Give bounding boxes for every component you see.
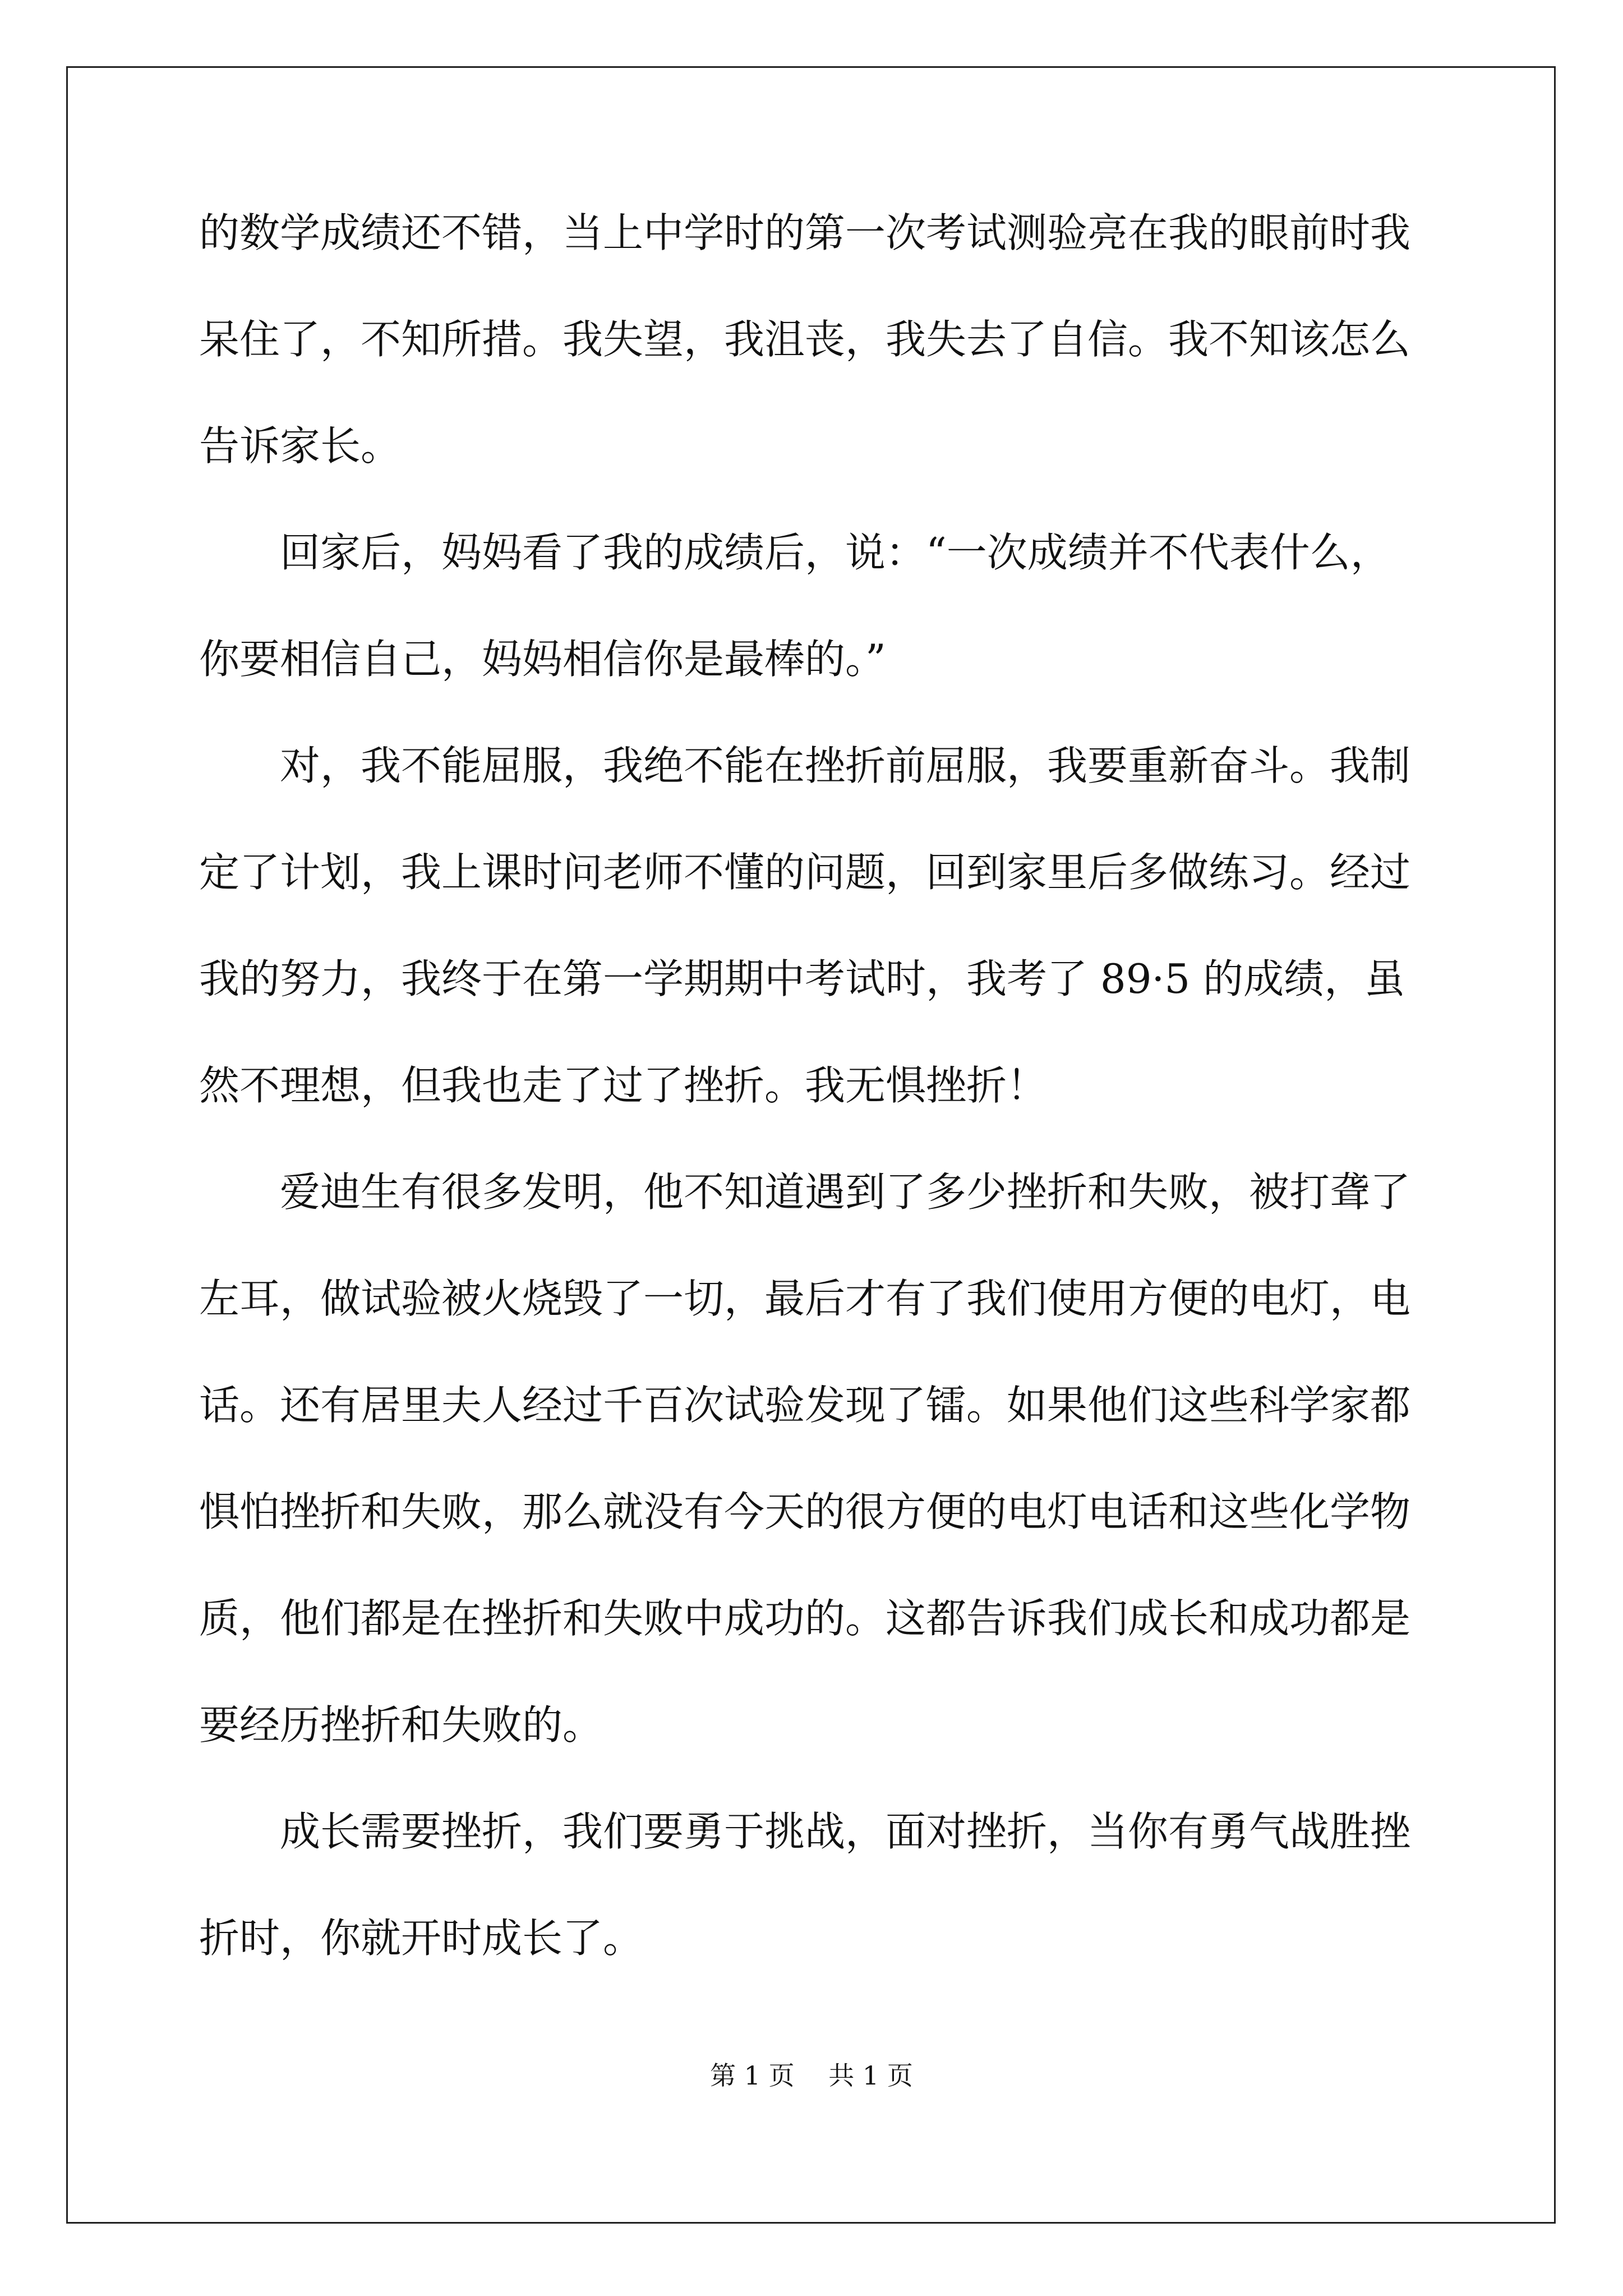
text-line: 成长需要挫折，我们要勇于挑战，面对挫折，当你有勇气战胜挫: [199, 1808, 1411, 1855]
text-line: 告诉家长。: [199, 422, 402, 470]
text-line: 惧怕挫折和失败，那么就没有今天的很方便的电灯电话和这些化学物: [199, 1488, 1411, 1535]
text-line: 质，他们都是在挫折和失败中成功的。这都告诉我们成长和成功都是: [199, 1595, 1411, 1642]
text-line: 你要相信自己，妈妈相信你是最棒的。”: [199, 636, 886, 683]
text-line: 的数学成绩还不错，当上中学时的第一次考试测验亮在我的眼前时我: [199, 209, 1411, 256]
text-line: 左耳，做试验被火烧毁了一切，最后才有了我们使用方便的电灯，电: [199, 1275, 1411, 1322]
text-line: 爱迪生有很多发明，他不知道遇到了多少挫折和失败，被打聋了: [199, 1168, 1411, 1216]
text-line: 我的努力，我终于在第一学期期中考试时，我考了 89·5 的成绩，虽: [199, 955, 1405, 1002]
page-number-footer: 第 1 页 共 1 页: [710, 2060, 913, 2091]
text-line: 要经历挫折和失败的。: [199, 1701, 603, 1749]
text-line: 对，我不能屈服，我绝不能在挫折前屈服，我要重新奋斗。我制: [199, 742, 1411, 789]
text-line: 呆住了，不知所措。我失望，我沮丧，我失去了自信。我不知该怎么: [199, 316, 1411, 363]
text-line: 话。还有居里夫人经过千百次试验发现了镭。如果他们这些科学家都: [199, 1382, 1411, 1429]
page-border: [66, 66, 1556, 2224]
text-line: 然不理想，但我也走了过了挫折。我无惧挫折！: [199, 1062, 1048, 1109]
text-line: 折时，你就开时成长了。: [199, 1915, 644, 1962]
text-line: 回家后，妈妈看了我的成绩后，说：“一次成绩并不代表什么，: [199, 529, 1391, 576]
text-line: 定了计划，我上课时问老师不懂的问题，回到家里后多做练习。经过: [199, 849, 1411, 896]
